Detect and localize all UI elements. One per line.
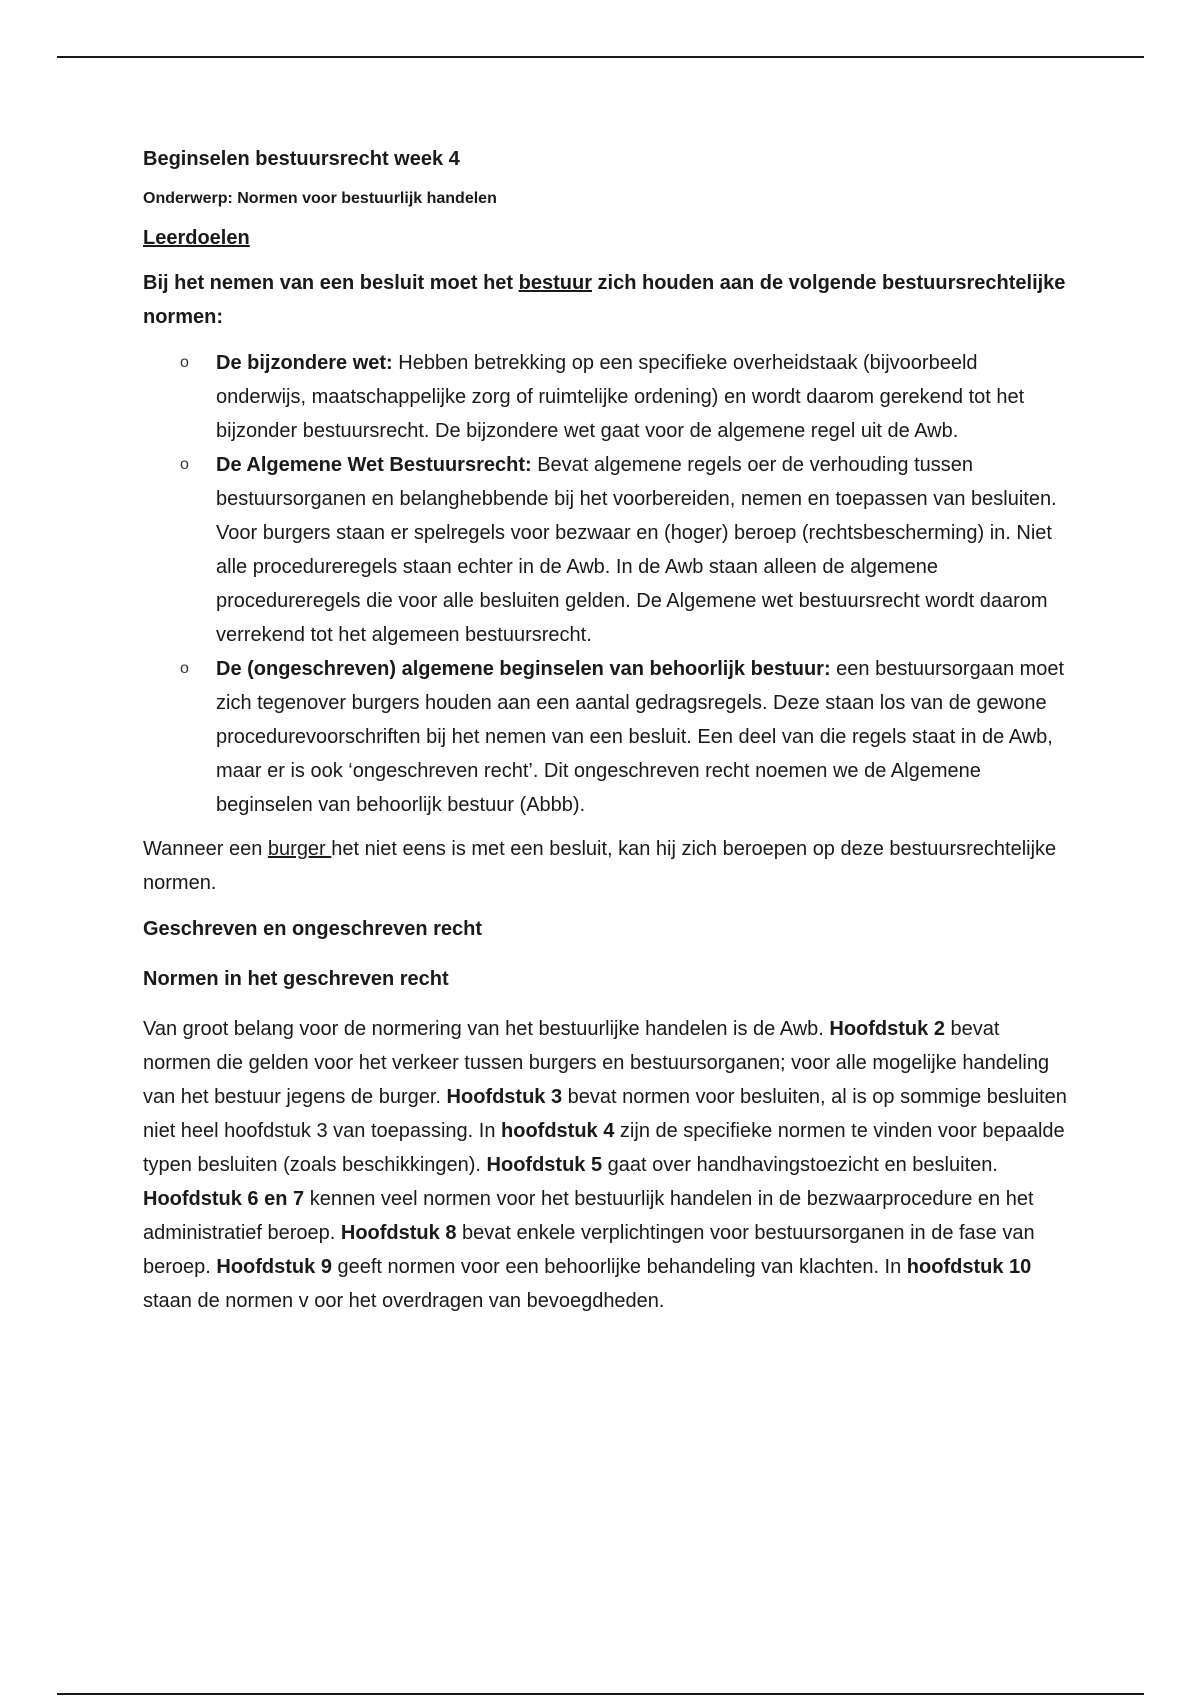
chapter-ref: Hoofdstuk 9	[216, 1256, 332, 1278]
bullet-icon: o	[180, 354, 189, 371]
heading-written-unwritten: Geschreven en ongeschreven recht	[143, 918, 483, 940]
heading-written-norms: Normen in het geschreven recht	[143, 968, 449, 990]
intro-text-before: Bij het nemen van een besluit moet het	[143, 272, 519, 294]
chapters-text: staan de normen v oor het overdragen van bevoegdheden.	[143, 1290, 665, 1312]
chapters-text: gaat over handhavingstoezicht en besluiten.	[602, 1154, 998, 1176]
chapters-text: zijn de specifieke normen te vinden voor bepaalde typen besluiten (zoals beschikkingen).	[143, 1120, 1065, 1176]
list-item	[143, 346, 1068, 448]
norm-text: Hebben betrekking op een specifieke overheidstaak (bijvoorbeeld onderwijs, maatschappelijke zorg of ruimtelijke ordening) en wordt daarom gerekend tot het bijzonder bestuursrecht. De bijzondere wet gaat voor de algemene regel uit de Awb.	[216, 352, 1025, 442]
goals-heading: Leerdoelen	[143, 227, 250, 249]
norm-term: De bijzondere wet:	[216, 352, 393, 374]
norms-list	[143, 346, 1068, 822]
chapter-ref: Hoofdstuk 3	[446, 1086, 563, 1108]
citizen-paragraph	[143, 832, 1068, 900]
list-item	[143, 448, 1068, 652]
norm-text: een bestuursorgaan moet zich tegenover burgers houden aan een aantal gedragsregels. Deze staan los van de gewone procedurevoorschriften bij het nemen van een besluit. Een deel van die regels staat in de Awb, maar er is ook ‘ongeschreven recht’. Dit ongeschreven recht noemen we de Algemene beginselen van behoorlijk bestuur (Abbb).	[216, 658, 1065, 816]
chapter-ref: Hoofdstuk 8	[340, 1222, 457, 1244]
list-item	[143, 652, 1068, 822]
chapters-text: kennen veel normen voor het bestuurlijk handelen in de bezwaarprocedure en het administratief beroep.	[143, 1188, 1034, 1244]
chapters-text: geeft normen voor een behoorlijke behandeling van klachten. In	[331, 1256, 907, 1278]
intro-text-after: zich houden aan de volgende bestuursrechtelijke normen:	[143, 272, 1066, 328]
chapter-ref: hoofdstuk 4	[501, 1120, 615, 1142]
chapter-ref: Hoofdstuk 5	[486, 1154, 603, 1176]
norm-text: Bevat algemene regels oer de verhouding tussen bestuursorganen en belanghebbende bij het voorbereiden, nemen en toepassen van besluiten. Voor burgers staan er spelregels voor bezwaar en (hoger) beroep (rechtsbescherming) in. Niet alle procedureregels staan echter in de Awb. In de Awb staan alleen de algemene procedureregels die voor alle besluiten gelden. De Algemene wet bestuursrecht wordt daarom verrekend tot het algemeen bestuursrecht.	[216, 454, 1057, 646]
document-subject: Onderwerp: Normen voor bestuurlijk handelen	[143, 190, 497, 207]
citizen-text-after: het niet eens is met een besluit, kan hij zich beroepen op deze bestuursrechtelijke normen.	[143, 838, 1057, 894]
top-rule	[57, 56, 1144, 58]
chapters-text: bevat normen voor besluiten, al is op sommige besluiten niet heel hoofdstuk 3 van toepassing. In	[143, 1086, 1067, 1142]
chapter-ref: Hoofdstuk 2	[829, 1018, 945, 1040]
chapters-paragraph	[143, 1012, 1068, 1318]
chapter-ref: hoofdstuk 10	[906, 1256, 1032, 1278]
citizen-underlined-word: burger	[267, 838, 332, 860]
citizen-text-before: Wanneer een	[143, 838, 268, 860]
chapters-text: Van groot belang voor de normering van het bestuurlijke handelen is de Awb.	[143, 1018, 830, 1040]
chapters-text: bevat enkele verplichtingen voor bestuursorganen in de fase van beroep.	[143, 1222, 1035, 1278]
intro-paragraph	[143, 266, 1068, 334]
document-body	[143, 142, 1068, 1330]
bottom-rule	[57, 1693, 1144, 1695]
document-title: Beginselen bestuursrecht week 4	[143, 148, 460, 170]
chapters-text: bevat normen die gelden voor het verkeer tussen burgers en bestuursorganen; voor alle mogelijke handeling van het bestuur jegens de burger.	[143, 1018, 1050, 1108]
bullet-icon: o	[180, 660, 189, 677]
chapter-ref: Hoofdstuk 6 en 7	[143, 1188, 305, 1210]
intro-underlined-word: bestuur	[518, 272, 592, 294]
norm-term: De (ongeschreven) algemene beginselen van behoorlijk bestuur:	[216, 658, 831, 680]
bullet-icon: o	[180, 456, 189, 473]
norm-term: De Algemene Wet Bestuursrecht:	[216, 454, 532, 476]
